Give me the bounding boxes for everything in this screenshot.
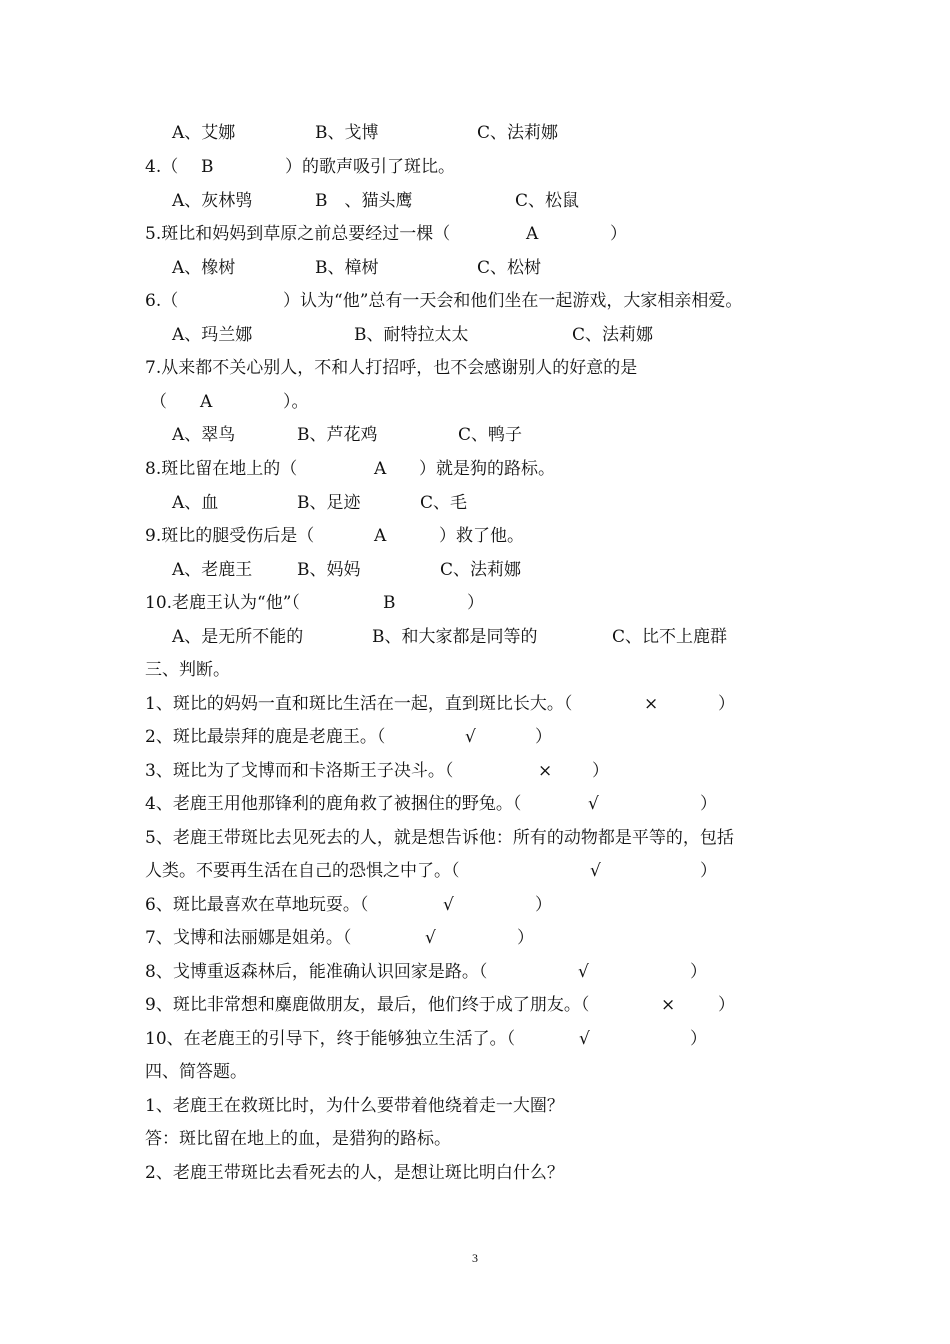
q6-option-b: B、耐特拉太太 [354,325,469,345]
q10-text-end: ） [467,593,484,613]
q4-answer: B [201,157,214,177]
q3-options [172,120,559,146]
q6-option-c: C、法莉娜 [572,325,654,345]
judge-item [145,858,717,884]
q4-option-b: B 、猫头鹰 [315,191,413,211]
q5-text-end: ） [610,224,627,244]
q3-option-c: C、法莉娜 [477,123,559,143]
judge-mark: √ [588,794,599,814]
q8-answer: A [374,459,387,479]
judge-item [145,724,552,750]
q7-question: 7.从来都不关心别人，不和人打招呼，也不会感谢别人的好意的是 [145,358,638,378]
short-answer: 答：斑比留在地上的血，是猎狗的路标。 [145,1129,451,1149]
judge-mark: √ [443,895,454,915]
judge-text: 9、斑比非常想和麋鹿做朋友，最后，他们终于成了朋友。（ [145,995,590,1015]
judge-text: 1、斑比的妈妈一直和斑比生活在一起，直到斑比长大。（ [145,694,573,714]
judge-item-line1: 5、老鹿王带斑比去见死去的人，就是想告诉他：所有的动物都是平等的，包括 [145,828,734,848]
judge-bracket-close: ） [718,995,735,1015]
q10-question [145,590,484,616]
q7-bracket-open: （ [150,392,167,412]
judge-text: 10、在老鹿王的引导下，终于能够独立生活了。（ [145,1029,516,1049]
q9-question [145,523,524,549]
q4-options [172,188,580,214]
q7-options [172,422,523,448]
judge-bracket-close: ） [690,1029,707,1049]
q8-text: 8.斑比留在地上的（ [145,459,298,479]
judge-text: 人类。不要再生活在自己的恐惧之中了。（ [145,861,460,881]
q5-option-b: B、樟树 [315,258,379,278]
q7-option-b: B、芦花鸡 [297,425,378,445]
judge-mark: × [644,694,659,714]
q8-options [172,490,468,516]
judge-text: 7、戈博和法丽娜是姐弟。（ [145,928,352,948]
short-question: 1、老鹿王在救斑比时，为什么要带着他绕着走一大圈？ [145,1096,564,1116]
q3-option-b: B、戈博 [315,123,379,143]
judge-item [145,992,735,1018]
q10-options [172,624,728,650]
judge-text: 6、斑比最喜欢在草地玩耍。（ [145,895,369,915]
judge-item [145,925,534,951]
judge-bracket-close: ） [517,928,534,948]
judge-text: 4、老鹿王用他那锋利的鹿角救了被捆住的野兔。（ [145,794,522,814]
judge-mark: √ [578,962,589,982]
q7-answer: A [200,392,213,412]
q4-text: 4.（ [145,157,179,177]
q5-text: 5.斑比和妈妈到草原之前总要经过一棵（ [145,224,451,244]
q7-bracket-close: ）。 [283,392,309,412]
judge-mark: √ [425,928,436,948]
judge-mark: √ [465,727,476,747]
q4-option-a: A、灰林鸮 [172,191,253,211]
judge-text: 2、斑比最崇拜的鹿是老鹿王。（ [145,727,386,747]
judge-item [145,892,552,918]
q6-option-a: A、玛兰娜 [172,325,253,345]
q9-text-end: ）救了他。 [439,526,524,546]
judge-bracket-close: ） [535,895,552,915]
page-number: 3 [472,1251,478,1265]
judge-bracket-close: ） [592,761,609,781]
q7-answer-line [150,389,309,415]
judge-bracket-close: ） [690,962,707,982]
judge-text: 8、戈博重返森林后，能准确认识回家是路。（ [145,962,488,982]
q4-text-end: ）的歌声吸引了斑比。 [285,157,455,177]
q6-question [145,288,743,314]
q8-option-c: C、毛 [420,493,468,513]
q9-options [172,557,522,583]
q10-answer: B [383,593,396,613]
judge-text: 3、斑比为了戈博而和卡洛斯王子决斗。（ [145,761,454,781]
q9-option-a: A、老鹿王 [172,560,253,580]
judge-mark: √ [579,1029,590,1049]
judge-item [145,791,717,817]
section-heading-short-answer: 四、简答题。 [145,1062,247,1082]
q5-options [172,255,542,281]
judge-mark: × [661,995,676,1015]
judge-item [145,959,707,985]
q7-option-a: A、翠鸟 [172,425,236,445]
judge-bracket-close: ） [718,694,735,714]
judge-bracket-close: ） [700,794,717,814]
judge-item [145,691,735,717]
q8-text-end: ）就是狗的路标。 [419,459,555,479]
q5-answer: A [526,224,539,244]
q6-text: 6.（ [145,291,179,311]
q6-text-end: ）认为“他”总有一天会和他们坐在一起游戏，大家相亲相爱。 [283,291,743,311]
q10-option-c: C、比不上鹿群 [612,627,728,647]
q5-question [145,221,627,247]
judge-mark: × [538,761,553,781]
q8-option-b: B、足迹 [297,493,361,513]
q10-text: 10.老鹿王认为“他”（ [145,593,300,613]
q9-answer: A [374,526,387,546]
q8-question [145,456,555,482]
q10-option-b: B、和大家都是同等的 [372,627,538,647]
q6-options [172,322,654,348]
q8-option-a: A、血 [172,493,219,513]
judge-item [145,758,609,784]
section-heading-judgment: 三、判断。 [145,660,230,680]
judge-item [145,1026,707,1052]
q4-option-c: C、松鼠 [515,191,580,211]
q9-text: 9.斑比的腿受伤后是（ [145,526,315,546]
q4-question [145,154,455,180]
q7-option-c: C、鸭子 [458,425,523,445]
q10-option-a: A、是无所不能的 [172,627,304,647]
q3-option-a: A、艾娜 [172,123,236,143]
short-question: 2、老鹿王带斑比去看死去的人，是想让斑比明白什么？ [145,1163,564,1183]
judge-bracket-close: ） [700,861,717,881]
q9-option-c: C、法莉娜 [440,560,522,580]
q9-option-b: B、妈妈 [297,560,361,580]
judge-mark: √ [590,861,601,881]
q5-option-a: A、橡树 [172,258,236,278]
q5-option-c: C、松树 [477,258,542,278]
judge-bracket-close: ） [535,727,552,747]
